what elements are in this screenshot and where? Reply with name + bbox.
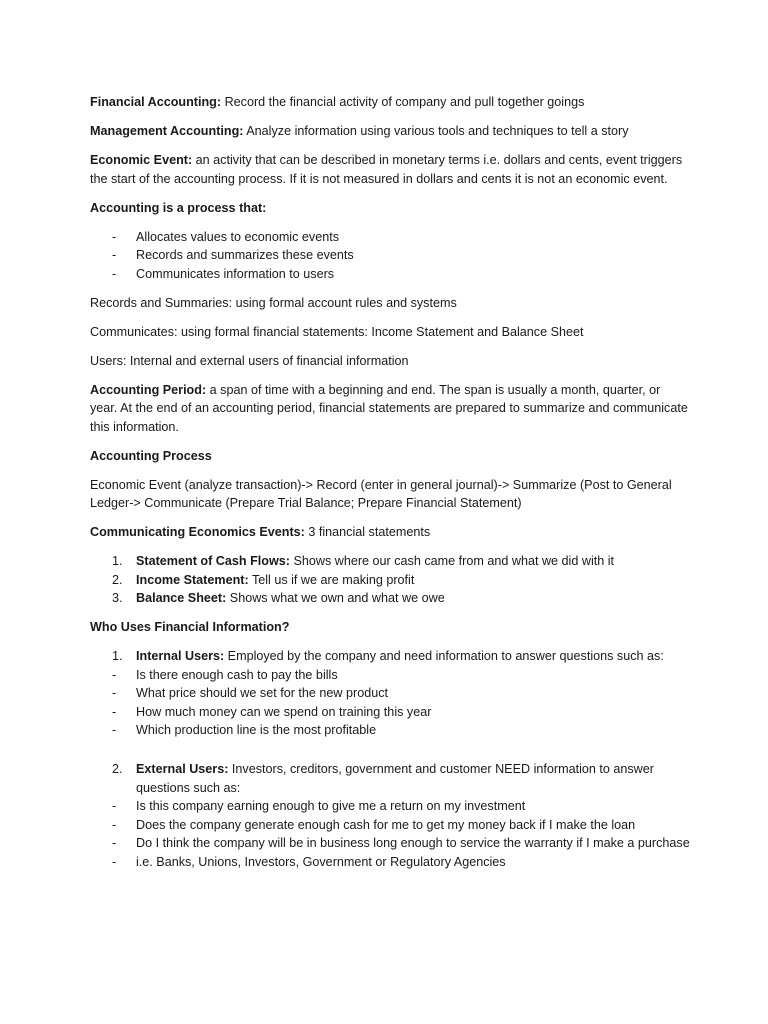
term-text: a span of time with a beginning and end. The span is usually a month, quarter, or year. At the end of an accounting period, financial statements are prepared to summarize and communicate this information. [90, 382, 688, 434]
bullet-dash: - [112, 704, 117, 719]
paragraph-accounting-period [90, 381, 690, 437]
heading-text: Accounting Process [90, 448, 212, 463]
heading-accounting-process-that [90, 199, 690, 218]
list-item-text: How much money can we spend on training this year [136, 704, 432, 719]
bullet-dash: - [112, 723, 117, 737]
list-number: 1. [112, 649, 123, 663]
list-item-text: Communicates information to users [136, 266, 335, 281]
list-item [90, 853, 690, 872]
list-item-text: What price should we set for the new product [136, 686, 389, 700]
paragraph-communicating-events [90, 523, 690, 542]
term-label: Internal Users: [136, 649, 225, 663]
list-item [90, 703, 690, 722]
heading-accounting-process [90, 447, 690, 466]
bullet-dash: - [112, 266, 117, 281]
list-number: 1. [112, 554, 123, 568]
list-number: 2. [112, 762, 123, 776]
paragraph-management-accounting [90, 122, 690, 141]
list-item-text: Is there enough cash to pay the bills [136, 667, 338, 682]
bullet-dash: - [112, 248, 117, 262]
paragraph-economic-event [90, 151, 690, 188]
list-item-text: i.e. Banks, Unions, Investors, Government or Regulatory Agencies [136, 854, 506, 869]
bullet-dash: - [112, 799, 117, 813]
heading-text: Who Uses Financial Information? [90, 620, 290, 634]
paragraph-financial-accounting [90, 93, 690, 112]
external-users-list [90, 760, 690, 871]
list-item [90, 797, 690, 816]
document-content [90, 93, 690, 882]
process-list [90, 228, 690, 284]
list-item [90, 571, 690, 590]
term-text: Analyze information using various tools and techniques to tell a story [243, 124, 629, 138]
term-text: Shows what we own and what we owe [226, 591, 445, 605]
term-label: Communicating Economics Events: [90, 525, 305, 539]
list-item-text: Records and summarizes these events [136, 248, 354, 262]
term-label: Income Statement: [136, 572, 249, 587]
term-label: Balance Sheet: [136, 591, 227, 605]
statements-list [90, 552, 690, 608]
list-item [90, 760, 690, 797]
bullet-dash: - [112, 836, 117, 850]
list-item [90, 228, 690, 247]
list-item-text: Does the company generate enough cash for me to get my money back if I make the loan [136, 817, 636, 832]
term-label: Financial Accounting: [90, 95, 222, 109]
list-item-text: Allocates values to economic events [136, 229, 340, 244]
list-item [90, 816, 690, 835]
list-item-text: Which production line is the most profitable [136, 723, 377, 737]
paragraph-records-summaries: Records and Summaries: using formal account rules and systems [90, 295, 457, 310]
bullet-dash: - [112, 667, 117, 682]
term-text: Record the financial activity of company and pull together goings [221, 95, 585, 109]
list-item [90, 834, 690, 853]
list-item [90, 589, 690, 608]
list-item [90, 552, 690, 571]
bullet-dash: - [112, 229, 117, 244]
paragraph-communicates: Communicates: using formal financial statements: Income Statement and Balance Sheet [90, 324, 584, 339]
bullet-dash: - [112, 817, 117, 832]
internal-users-list [90, 647, 690, 740]
term-text: Investors, creditors, government and customer NEED information to answer questions such as: [136, 762, 654, 795]
list-item [90, 684, 690, 703]
list-item-text: Do I think the company will be in business long enough to service the warranty if I make a purchase [136, 836, 690, 850]
list-number: 2. [112, 572, 123, 587]
term-text: Shows where our cash came from and what we did with it [289, 554, 615, 568]
bullet-dash: - [112, 854, 117, 869]
spacer [90, 750, 690, 760]
term-text: an activity that can be described in monetary terms i.e. dollars and cents, event triggers the start of the accounting process. If it is not measured in dollars and cents it is not an economic event. [90, 153, 683, 186]
term-text: Employed by the company and need information to answer questions such as: [224, 649, 664, 663]
term-text: Tell us if we are making profit [248, 572, 415, 587]
heading-who-uses [90, 618, 690, 637]
term-label: Accounting Period: [90, 382, 207, 397]
term-text: 3 financial statements [304, 525, 431, 539]
term-label: Economic Event: [90, 153, 193, 167]
list-number: 3. [112, 591, 123, 605]
term-label: External Users: [136, 762, 229, 776]
list-item [90, 721, 690, 740]
paragraph-users: Users: Internal and external users of financial information [90, 353, 409, 368]
list-item [90, 666, 690, 685]
heading-text: Accounting is a process that: [90, 200, 267, 215]
list-item [90, 647, 690, 666]
bullet-dash: - [112, 686, 117, 700]
list-item-text: Is this company earning enough to give me a return on my investment [136, 799, 526, 813]
paragraph-process-flow: Economic Event (analyze transaction)-> Record (enter in general journal)-> Summarize (Post to General Ledger-> Communicate (Prepare Trial Balance; Prepare Financial Statement) [90, 477, 672, 510]
list-item [90, 265, 690, 284]
list-item [90, 246, 690, 265]
term-label: Management Accounting: [90, 124, 244, 138]
term-label: Statement of Cash Flows: [136, 554, 290, 568]
